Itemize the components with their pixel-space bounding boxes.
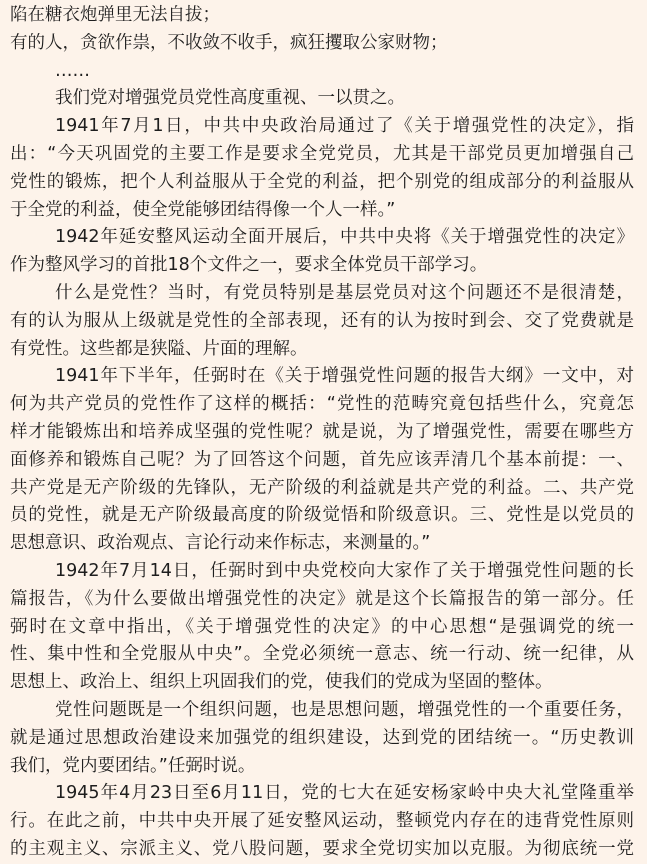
text-line: 1941年7月1日，中共中央政治局通过了《关于增强党性的决定》，指 — [55, 116, 634, 137]
text-line: 思想意识、政治观点、言论行动来作标志，来测量的。” — [10, 533, 431, 554]
text-line: 就是通过思想政治建设来加强党的组织建设，达到党的团结统一。“历史教训 — [10, 727, 634, 748]
text-line: 思想上、政治上、组织上巩固我们的党，使我们的党成为坚固的整体。 — [10, 672, 553, 693]
paragraph — [10, 558, 634, 697]
text-line: …… — [55, 60, 90, 81]
text-line: 何为共产党员的党性作了这样的概括：“党性的范畴究竟包括些什么，究竟怎 — [10, 394, 634, 415]
text-line: 我们党对增强党员党性高度重视、一以贯之。 — [55, 88, 405, 109]
article-body — [10, 2, 634, 864]
paragraph — [10, 2, 634, 30]
text-line: 1941年下半年，任弼时在《关于增强党性问题的报告大纲》一文中，对 — [55, 366, 634, 387]
paragraph — [10, 224, 634, 280]
text-line: 性、集中性和全党服从中央”。全党必须统一意志、统一行动、统一纪律，从 — [10, 644, 634, 665]
text-line: 出：“今天巩固党的主要工作是要求全党党员，尤其是干部党员更加增强自己 — [10, 143, 634, 164]
paragraph — [10, 85, 634, 113]
paragraph — [10, 363, 634, 558]
text-line: 共产党是无产阶级的先锋队，无产阶级的利益就是共产党的利益。二、共产党 — [10, 477, 634, 498]
text-line: 面修养和锻炼自己呢？为了回答这个问题，首先应该弄清几个基本前提：一、 — [10, 449, 634, 470]
text-line: 有的认为服从上级就是党性的全部表现，还有的认为按时到会、交了党费就是 — [10, 310, 634, 331]
text-line: 的主观主义、宗派主义、党八股问题，要求全党切实加以克服。为彻底统一党 — [10, 838, 634, 859]
text-line: 篇报告，《为什么要做出增强党性的决定》就是这个长篇报告的第一部分。任 — [10, 588, 634, 609]
text-line: 1942年7月14日，任弼时到中央党校向大家作了关于增强党性问题的长 — [55, 560, 634, 581]
text-line: 员的党性，就是无产阶级最高度的阶级觉悟和阶级意识。三、党性是以党员的 — [10, 505, 634, 526]
text-line: 1945年4月23日至6月11日，党的七大在延安杨家岭中央大礼堂隆重举 — [55, 783, 634, 804]
text-line: 弼时在文章中指出，《关于增强党性的决定》的中心思想“是强调党的统一 — [10, 616, 634, 637]
text-line: 什么是党性？当时，有党员特别是基层党员对这个问题还不是很清楚， — [55, 282, 634, 303]
paragraph — [10, 58, 634, 86]
text-line: 样才能锻炼出和培养成坚强的党性呢？就是说，为了增强党性，需要在哪些方 — [10, 421, 634, 442]
text-line: 1942年延安整风运动全面开展后，中共中央将《关于增强党性的决定》 — [55, 227, 634, 248]
text-line: 有的人，贪欲作祟，不收敛不收手，疯狂攫取公家财物； — [10, 32, 448, 53]
paragraph — [10, 113, 634, 224]
text-line: 于全党的利益，使全党能够团结得像一个人一样。” — [10, 199, 396, 220]
text-line: 我们，党内要团结。”任弼时说。 — [10, 755, 256, 776]
text-line: 有党性。这些都是狭隘、片面的理解。 — [10, 338, 308, 359]
text-line: 作为整风学习的首批18个文件之一，要求全体党员干部学习。 — [10, 255, 488, 276]
text-line: 行。在此之前，中共中央开展了延安整风运动，整顿党内存在的违背党性原则 — [10, 811, 634, 832]
paragraph — [10, 697, 634, 780]
paragraph — [10, 280, 634, 363]
text-line: 陷在糖衣炮弹里无法自拔； — [10, 5, 220, 25]
text-line: 党性的锻炼，把个人利益服从于全党的利益，把个别党的组成部分的利益服从 — [10, 171, 634, 192]
paragraph — [10, 780, 634, 863]
paragraph — [10, 30, 634, 58]
text-line: 党性问题既是一个组织问题，也是思想问题，增强党性的一个重要任务， — [55, 699, 634, 720]
